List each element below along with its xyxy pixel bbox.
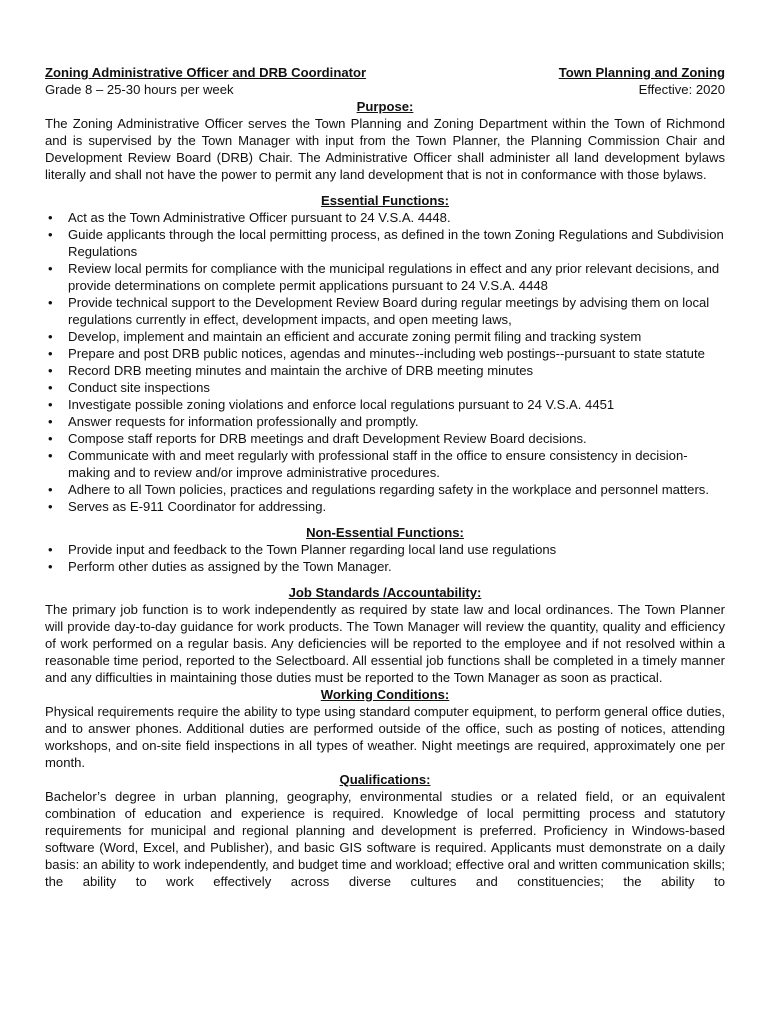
list-item: • Investigate possible zoning violations and enforce local regulations pursuant to 24 V.S.A. 4451 [45,396,725,413]
list-item: • Communicate with and meet regularly with professional staff in the office to ensure consistency in decision-making and to review and/or improve administrative procedures. [45,447,725,481]
list-item: • Compose staff reports for DRB meetings and draft Development Review Board decisions. [45,430,725,447]
qualifications-heading: Qualifications: [339,772,431,787]
list-item: • Perform other duties as assigned by the Town Manager. [45,558,725,575]
list-item: • Serves as E-911 Coordinator for addressing. [45,498,725,515]
list-item: • Provide input and feedback to the Town Planner regarding local land use regulations [45,541,725,558]
list-item: • Act as the Town Administrative Officer pursuant to 24 V.S.A. 4448. [45,209,725,226]
list-item: • Conduct site inspections [45,379,725,396]
list-item: • Prepare and post DRB public notices, agendas and minutes--including web postings--pursuant to state statute [45,345,725,362]
non-essential-functions-list [45,541,725,575]
grade-hours: Grade 8 – 25-30 hours per week [45,82,234,97]
job-title: Zoning Administrative Officer and DRB Coordinator [45,65,367,80]
list-item: • Guide applicants through the local permitting process, as defined in the town Zoning Regulations and Subdivision Regulations [45,226,725,260]
list-item: • Review local permits for compliance with the municipal regulations in effect and any prior relevant decisions, and provide determinations on complete permit applications pursuant to 24 V.S.A. 4448 [45,260,725,294]
list-item: • Provide technical support to the Development Review Board during regular meetings by advising them on local regulations currently in effect, development impacts, and open meeting laws, [45,294,725,328]
non-essential-functions-heading: Non-Essential Functions: [306,525,464,540]
essential-functions-heading: Essential Functions: [320,193,450,208]
job-standards-text: The primary job function is to work independently as required by state law and local ordinances. The Town Planner will provide day-to-day guidance for work products. The Town Manager will review the quantity, quality and efficiency of work performed on a regular basis. Any deficiencies will be reported to the employee and if not resolved within a reasonable time period, reported to the Selectboard. All essential job functions shall be completed in a timely manner and any difficulties in maintaining those duties must be reported to the Town Manager as soon as practical. [45,602,725,685]
sub-header-row [45,81,725,98]
purpose-heading: Purpose: [356,99,414,114]
job-standards-heading: Job Standards /Accountability: [288,585,482,600]
working-conditions-heading: Working Conditions: [320,687,450,702]
department-name: Town Planning and Zoning [558,65,725,80]
qualifications-text: Bachelor’s degree in urban planning, geography, environmental studies or a related field, or an equivalent combination of education and experience is required. Knowledge of local permitting process and statutory requirements for municipal and regional planning and development is preferred. Proficiency in Windows-based software (Word, Excel, and Publisher), and basic GIS software is required. Applicants must demonstrate on a daily basis: an ability to work independently, and budget time and workload; effective oral and written communication skills; the ability to work effectively across diverse cultures and constituencies; the ability to [45,789,725,889]
header-row [45,64,725,81]
working-conditions-text: Physical requirements require the ability to type using standard computer equipment, to perform general office duties, and to answer phones. Additional duties are performed outside of the office, such as posting of notices, attending workshops, and on-site field inspections in all types of weather. Night meetings are required, approximately one per month. [45,704,725,770]
list-item: • Adhere to all Town policies, practices and regulations regarding safety in the workplace and personnel matters. [45,481,725,498]
list-item: • Record DRB meeting minutes and maintain the archive of DRB meeting minutes [45,362,725,379]
purpose-text: The Zoning Administrative Officer serves the Town Planning and Zoning Department within the Town of Richmond and is supervised by the Town Manager with input from the Town Planner, the Planning Commission Chair and Development Review Board (DRB) Chair. The Administrative Officer shall administer all land development bylaws literally and shall not have the power to permit any land development that is not in conformance with those bylaws. [45,116,725,182]
essential-functions-list [45,209,725,515]
list-item: • Answer requests for information professionally and promptly. [45,413,725,430]
effective-date: Effective: 2020 [638,82,725,97]
list-item: • Develop, implement and maintain an efficient and accurate zoning permit filing and tracking system [45,328,725,345]
